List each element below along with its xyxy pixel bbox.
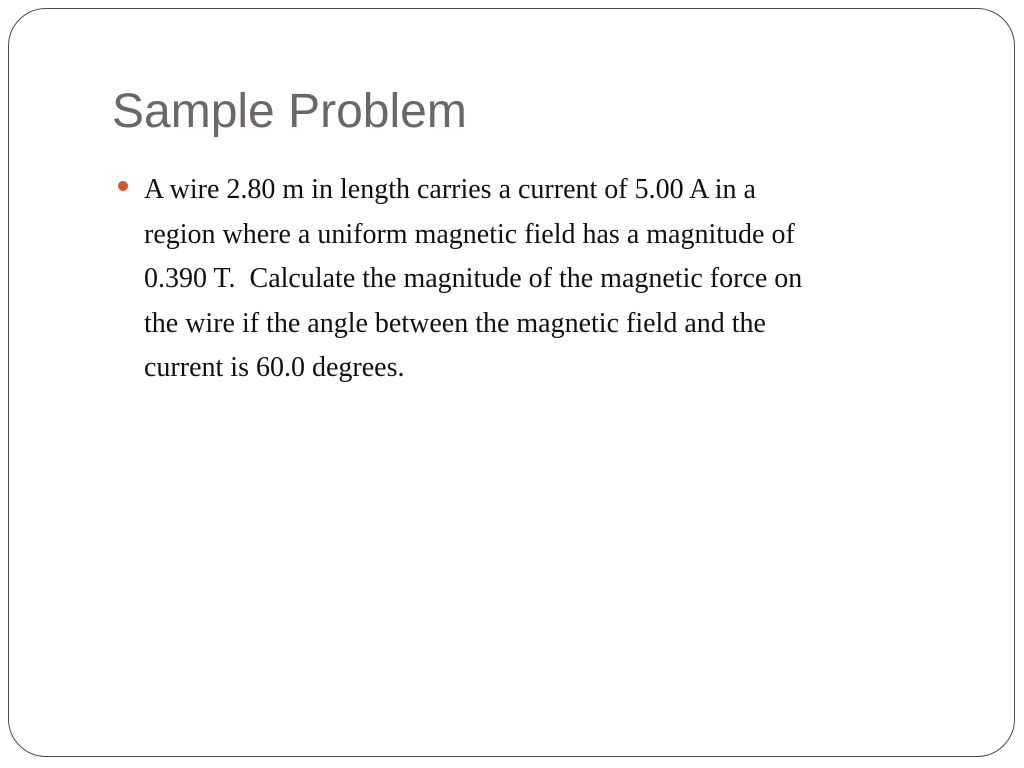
problem-line-3: 0.390 T. Calculate the magnitude of the magnetic force on: [144, 263, 803, 294]
problem-line-4: the wire if the angle between the magnetic field and the: [144, 307, 766, 339]
problem-line-5: current is 60.0 degrees.: [144, 352, 405, 383]
list-item: [118, 168, 918, 391]
problem-statement: [144, 168, 918, 391]
bullet-dot-icon: [118, 181, 128, 191]
problem-line-1: A wire 2.80 m in length carries a current of 5.00 A in a: [144, 174, 756, 205]
slide-title: Sample Problem: [112, 85, 467, 138]
bullet-list: [118, 168, 918, 391]
problem-line-2: region where a uniform magnetic field has a magnitude of: [144, 218, 795, 250]
